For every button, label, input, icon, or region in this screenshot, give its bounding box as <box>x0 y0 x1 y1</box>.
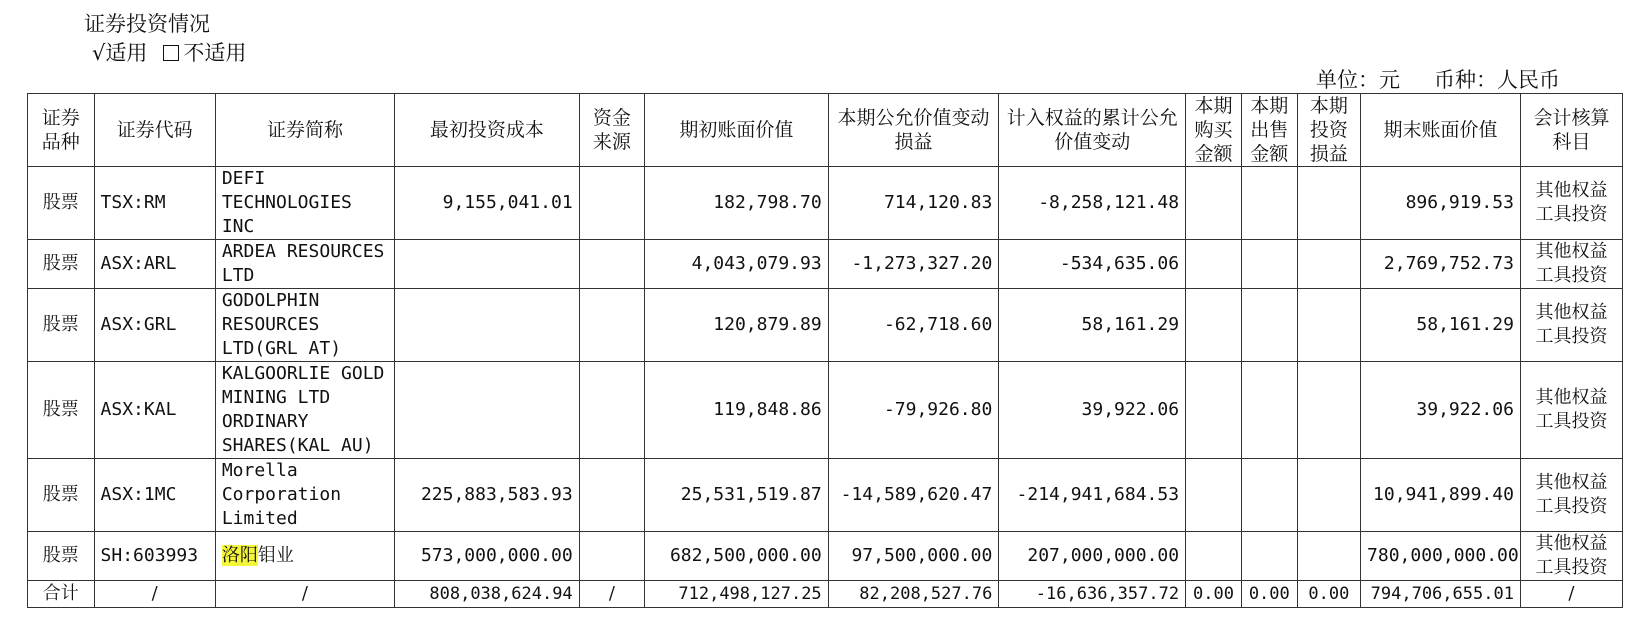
cell-sale <box>1241 289 1297 362</box>
cell-cost: 9,155,041.01 <box>395 167 580 240</box>
cell-type: 股票 <box>28 289 95 362</box>
cell-account: 其他权益工具投资 <box>1520 362 1622 459</box>
cell-purchase <box>1186 362 1242 459</box>
cell-opening: 682,500,000.00 <box>645 532 829 581</box>
cell-closing: 39,922.06 <box>1361 362 1521 459</box>
cell-equity-fv: 39,922.06 <box>999 362 1186 459</box>
unit-currency-note <box>1316 64 1560 94</box>
cell-name: ARDEA RESOURCES LTD <box>215 240 394 289</box>
cell-code: TSX:RM <box>94 167 215 240</box>
cell-fv-change: -14,589,620.47 <box>828 459 999 532</box>
cell-account: 其他权益工具投资 <box>1520 240 1622 289</box>
applicability-options <box>92 37 246 67</box>
cell-closing: 58,161.29 <box>1361 289 1521 362</box>
total-closing: 794,706,655.01 <box>1361 581 1521 608</box>
cell-code: ASX:1MC <box>94 459 215 532</box>
unit-label: 单位：元 <box>1316 68 1400 92</box>
cell-source <box>579 289 644 362</box>
cell-fv-change: -79,926.80 <box>828 362 999 459</box>
total-purchase: 0.00 <box>1186 581 1242 608</box>
cell-opening: 182,798.70 <box>645 167 829 240</box>
cell-cost: 225,883,583.93 <box>395 459 580 532</box>
section-title: 证券投资情况 <box>84 12 210 36</box>
cell-sale <box>1241 167 1297 240</box>
cell-purchase <box>1186 240 1242 289</box>
cell-gain <box>1297 240 1360 289</box>
cell-fv-change: 97,500,000.00 <box>828 532 999 581</box>
cell-gain <box>1297 459 1360 532</box>
col-header-sale: 本期出售金额 <box>1241 94 1297 167</box>
securities-investment-table <box>27 93 1623 608</box>
cell-type: 股票 <box>28 362 95 459</box>
cell-source <box>579 240 644 289</box>
total-account: / <box>1520 581 1622 608</box>
cell-cost: 573,000,000.00 <box>395 532 580 581</box>
cell-cost <box>395 240 580 289</box>
cell-account: 其他权益工具投资 <box>1520 167 1622 240</box>
total-equity-fv: -16,636,357.72 <box>999 581 1186 608</box>
total-code: / <box>94 581 215 608</box>
cell-source <box>579 532 644 581</box>
cell-opening: 119,848.86 <box>645 362 829 459</box>
cell-account: 其他权益工具投资 <box>1520 289 1622 362</box>
table-row <box>28 459 1623 532</box>
col-header-fv-change: 本期公允价值变动损益 <box>828 94 999 167</box>
cell-closing: 896,919.53 <box>1361 167 1521 240</box>
col-header-closing-value: 期末账面价值 <box>1361 94 1521 167</box>
total-source: / <box>579 581 644 608</box>
cell-equity-fv: -534,635.06 <box>999 240 1186 289</box>
col-header-opening-value: 期初账面价值 <box>645 94 829 167</box>
table-row <box>28 289 1623 362</box>
cell-source <box>579 459 644 532</box>
cell-cost <box>395 289 580 362</box>
total-fv-change: 82,208,527.76 <box>828 581 999 608</box>
col-header-fund-source: 资金来源 <box>579 94 644 167</box>
cell-name: KALGOORLIE GOLD MINING LTD ORDINARY SHARES(KAL AU) <box>215 362 394 459</box>
table-row <box>28 362 1623 459</box>
total-cost: 808,038,624.94 <box>395 581 580 608</box>
cell-opening: 4,043,079.93 <box>645 240 829 289</box>
cell-cost <box>395 362 580 459</box>
cell-equity-fv: -8,258,121.48 <box>999 167 1186 240</box>
cell-account: 其他权益工具投资 <box>1520 459 1622 532</box>
cell-opening: 120,879.89 <box>645 289 829 362</box>
col-header-initial-cost: 最初投资成本 <box>395 94 580 167</box>
col-header-equity-fv-change: 计入权益的累计公允价值变动 <box>999 94 1186 167</box>
col-header-accounting-item: 会计核算科目 <box>1520 94 1622 167</box>
applicable-label: 适用 <box>105 41 148 65</box>
col-header-security-code: 证券代码 <box>94 94 215 167</box>
total-row <box>28 581 1623 608</box>
cell-type: 股票 <box>28 167 95 240</box>
cell-type: 股票 <box>28 532 95 581</box>
cell-fv-change: -62,718.60 <box>828 289 999 362</box>
table-header-row <box>28 94 1623 167</box>
cell-account: 其他权益工具投资 <box>1520 532 1622 581</box>
col-header-security-name: 证券简称 <box>215 94 394 167</box>
table-row <box>28 240 1623 289</box>
cell-sale <box>1241 532 1297 581</box>
cell-purchase <box>1186 289 1242 362</box>
name-rest: 钼业 <box>257 545 294 566</box>
cell-name: Morella Corporation Limited <box>215 459 394 532</box>
cell-gain <box>1297 532 1360 581</box>
col-header-purchase: 本期购买金额 <box>1186 94 1242 167</box>
col-header-security-type: 证券品种 <box>28 94 95 167</box>
cell-gain <box>1297 289 1360 362</box>
cell-type: 股票 <box>28 459 95 532</box>
cell-code: ASX:KAL <box>94 362 215 459</box>
unchecked-box-icon <box>163 45 179 61</box>
cell-closing: 2,769,752.73 <box>1361 240 1521 289</box>
currency-label: 币种：人民币 <box>1434 68 1560 92</box>
table-row <box>28 532 1623 581</box>
total-name: / <box>215 581 394 608</box>
cell-code: SH:603993 <box>94 532 215 581</box>
highlighted-name-part: 洛阳 <box>221 545 258 566</box>
cell-sale <box>1241 240 1297 289</box>
cell-gain <box>1297 362 1360 459</box>
cell-name <box>215 532 394 581</box>
cell-closing: 780,000,000.00 <box>1361 532 1521 581</box>
cell-source <box>579 362 644 459</box>
total-gain: 0.00 <box>1297 581 1360 608</box>
cell-equity-fv: -214,941,684.53 <box>999 459 1186 532</box>
cell-purchase <box>1186 459 1242 532</box>
cell-equity-fv: 207,000,000.00 <box>999 532 1186 581</box>
total-opening: 712,498,127.25 <box>645 581 829 608</box>
cell-name: DEFI TECHNOLOGIES INC <box>215 167 394 240</box>
cell-opening: 25,531,519.87 <box>645 459 829 532</box>
total-label: 合计 <box>28 581 95 608</box>
cell-purchase <box>1186 532 1242 581</box>
not-applicable-label: 不适用 <box>183 41 247 65</box>
checkmark-icon: √ <box>92 41 106 65</box>
cell-closing: 10,941,899.40 <box>1361 459 1521 532</box>
cell-type: 股票 <box>28 240 95 289</box>
col-header-investment-gain: 本期投资损益 <box>1297 94 1360 167</box>
total-sale: 0.00 <box>1241 581 1297 608</box>
cell-sale <box>1241 459 1297 532</box>
cell-equity-fv: 58,161.29 <box>999 289 1186 362</box>
cell-code: ASX:ARL <box>94 240 215 289</box>
cell-fv-change: 714,120.83 <box>828 167 999 240</box>
cell-gain <box>1297 167 1360 240</box>
cell-code: ASX:GRL <box>94 289 215 362</box>
cell-source <box>579 167 644 240</box>
table-row <box>28 167 1623 240</box>
cell-purchase <box>1186 167 1242 240</box>
cell-name: GODOLPHIN RESOURCES LTD(GRL AT) <box>215 289 394 362</box>
cell-sale <box>1241 362 1297 459</box>
cell-fv-change: -1,273,327.20 <box>828 240 999 289</box>
